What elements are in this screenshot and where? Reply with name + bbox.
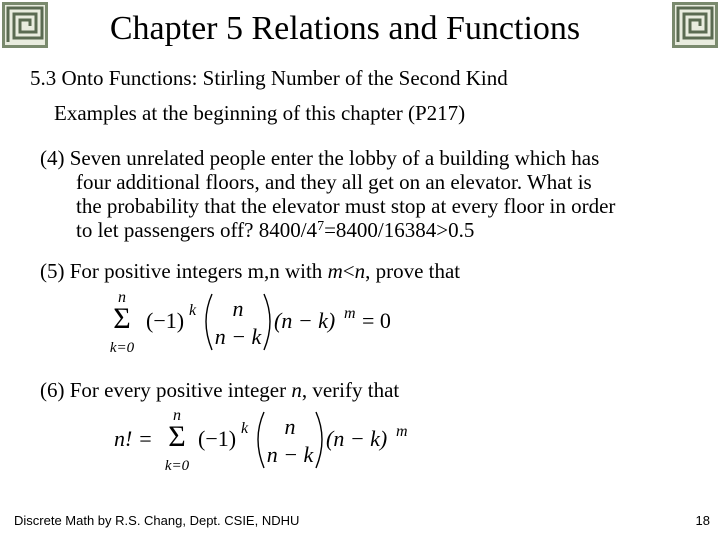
example-5-tail: , prove that xyxy=(365,259,461,283)
example-6 xyxy=(40,378,399,402)
footer-credit: Discrete Math by R.S. Chang, Dept. CSIE, NDHU xyxy=(14,513,300,528)
page-number: 18 xyxy=(695,513,710,528)
formula-2-lhs: n! = xyxy=(114,426,153,451)
formula-1-binom-bottom: n − k xyxy=(214,324,262,349)
example-5 xyxy=(40,259,460,283)
formula-1-neg-one: (−1) xyxy=(146,308,185,333)
formula-1-right-paren xyxy=(264,294,270,350)
example-4-line-4-text: to let passengers off? 8400/4 xyxy=(76,218,318,242)
formula-1-sum-bottom: k=0 xyxy=(109,340,135,356)
example-5-lead: (5) For positive integers m,n with xyxy=(40,259,328,283)
example-5-lt: < xyxy=(342,259,355,283)
example-4-line-2: four additional floors, and they all get on an elevator. What is xyxy=(76,170,592,194)
example-6-lead: (6) For every positive integer xyxy=(40,378,292,402)
formula-2-power-base: (n − k) xyxy=(326,426,388,451)
formula-2-sigma: Σ xyxy=(168,420,186,453)
formula-1-binom-top: n xyxy=(232,296,244,321)
formula-2-sum-top: n xyxy=(173,407,181,424)
formula-1-k-exp: k xyxy=(189,302,197,319)
example-4-line-4-tail: =8400/16384>0.5 xyxy=(324,218,475,242)
example-4-line-4 xyxy=(40,218,615,242)
example-6-tail: , verify that xyxy=(301,378,400,402)
formula-2-power-exp: m xyxy=(396,423,408,440)
formula-factorial-identity xyxy=(112,406,432,478)
example-6-var-n: n xyxy=(291,378,302,402)
example-4-exponent: 7 xyxy=(317,219,325,234)
example-4-line-1: (4) Seven unrelated people enter the lobby of a building which has xyxy=(40,146,600,170)
formula-1-power-exp: m xyxy=(344,305,356,322)
formula-2-neg-one: (−1) xyxy=(198,426,237,451)
formula-1-sum-top: n xyxy=(118,289,126,306)
formula-1-left-paren xyxy=(206,294,212,350)
formula-1-sigma: Σ xyxy=(113,302,131,335)
section-heading: 5.3 Onto Functions: Stirling Number of the Second Kind xyxy=(30,66,508,90)
formula-2-k-exp: k xyxy=(241,420,249,437)
example-5-var-m: m xyxy=(327,259,343,283)
example-5-var-n: n xyxy=(354,259,366,283)
formula-sum-identity xyxy=(100,288,420,360)
intro-line: Examples at the beginning of this chapter (P217) xyxy=(54,101,466,125)
formula-2-sum-bottom: k=0 xyxy=(164,458,190,474)
formula-2-right-paren xyxy=(316,412,322,468)
formula-2-binom-bottom: n − k xyxy=(266,442,314,467)
example-4 xyxy=(40,146,615,242)
formula-2-binom-top: n xyxy=(284,414,296,439)
formula-1-power-base: (n − k) xyxy=(274,308,336,333)
page-title: Chapter 5 Relations and Functions xyxy=(109,10,581,47)
formula-1-rhs: = 0 xyxy=(362,308,391,333)
formula-2-left-paren xyxy=(258,412,264,468)
example-4-line-3: the probability that the elevator must stop at every floor in order xyxy=(76,194,616,218)
